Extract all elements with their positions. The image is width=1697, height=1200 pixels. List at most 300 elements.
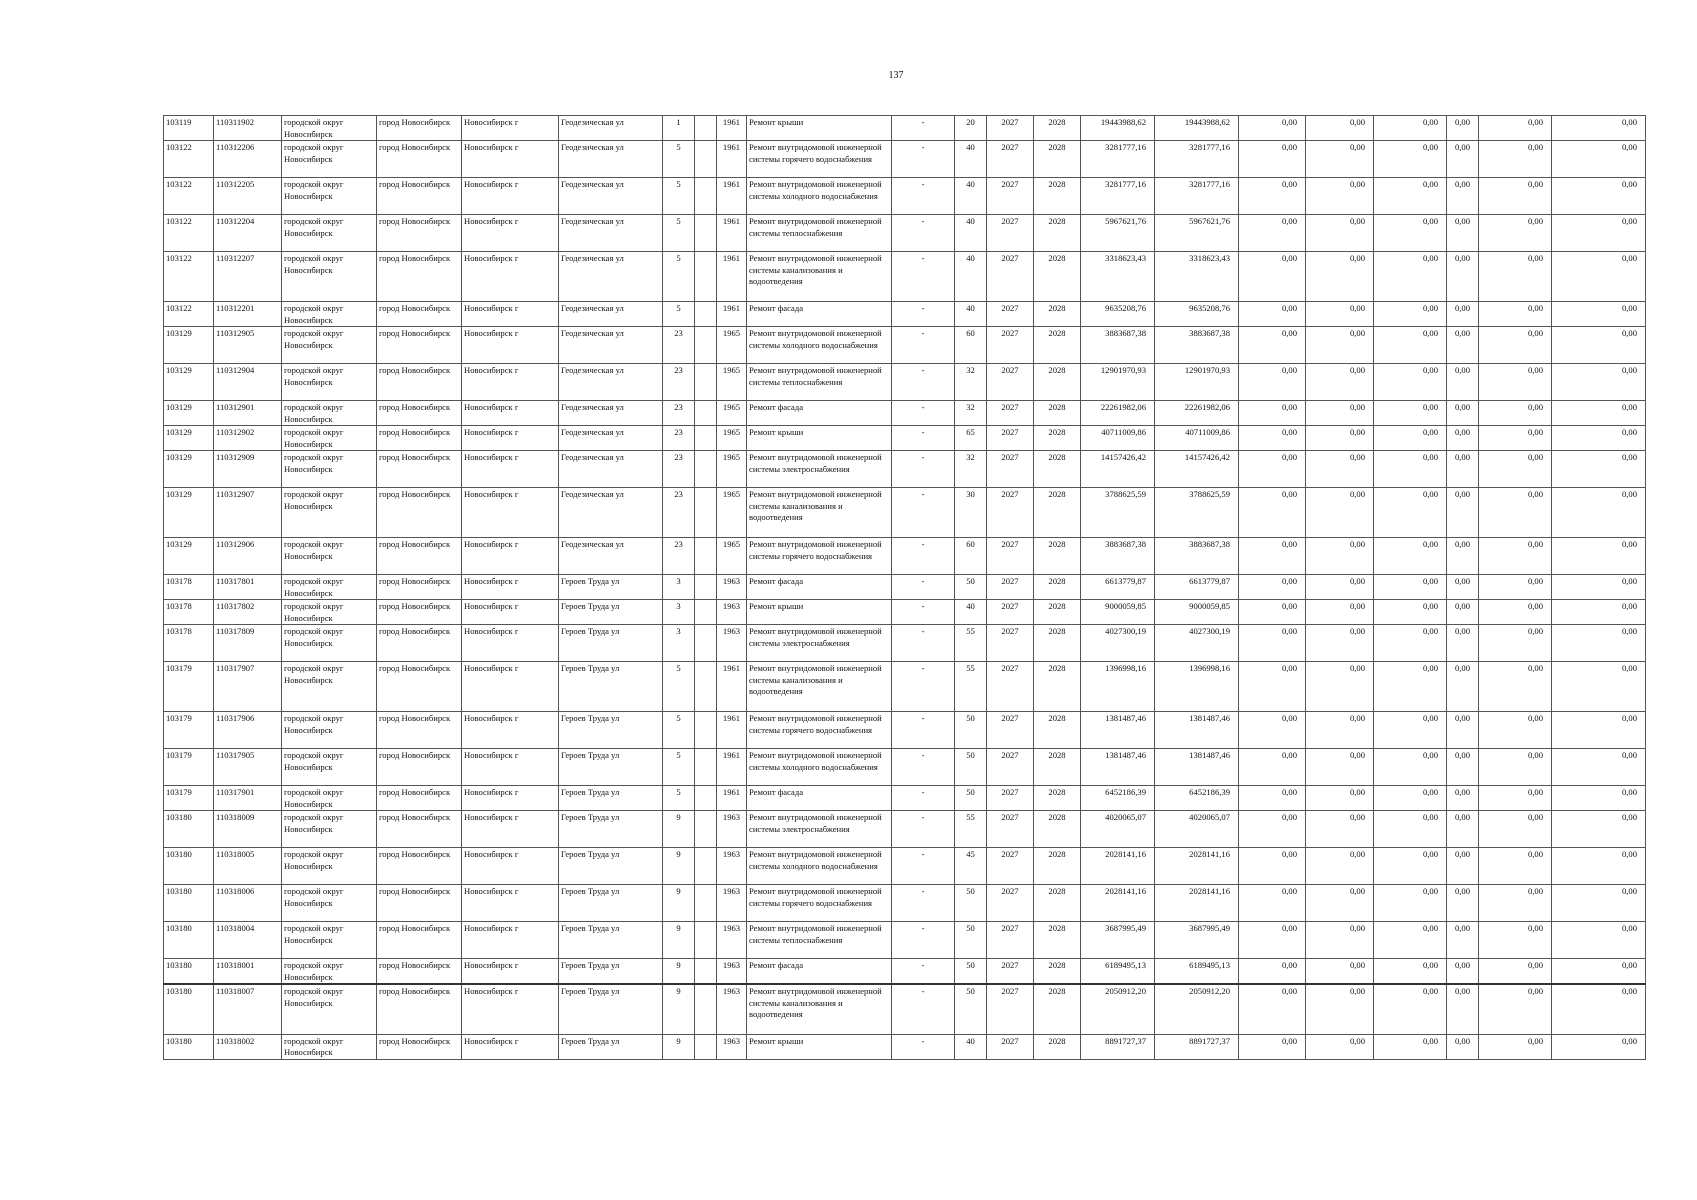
cell-year-end: 2028 — [1034, 625, 1081, 662]
cell-cost-fund: 3281777,16 — [1155, 141, 1239, 178]
cell-house-id: 103119 — [164, 116, 214, 141]
cell-street: Героев Труда ул — [559, 662, 663, 712]
cell-street: Героев Труда ул — [559, 848, 663, 885]
table-row — [164, 252, 1646, 302]
cell-building — [695, 811, 717, 848]
cell-building — [695, 625, 717, 662]
cell-settlement: город Новосибирск — [377, 712, 462, 749]
cell-house-id: 103122 — [164, 215, 214, 252]
cell-cost-local: 0,00 — [1374, 451, 1447, 488]
cell-cost-other: 0,00 — [1447, 178, 1479, 215]
cell-street: Геодезическая ул — [559, 401, 663, 426]
cell-total-cost: 1381487,46 — [1081, 749, 1155, 786]
cell-street: Героев Труда ул — [559, 811, 663, 848]
cell-house-id: 103178 — [164, 625, 214, 662]
cell-cost-extra: 0,00 — [1552, 786, 1646, 811]
cell-district: городской округ Новосибирск — [282, 426, 377, 451]
cell-house-number: 23 — [663, 327, 695, 364]
cell-year-built: 1961 — [717, 712, 747, 749]
cell-cost-regional: 0,00 — [1306, 885, 1374, 922]
cell-settlement: город Новосибирск — [377, 364, 462, 401]
cell-cost-fund: 8891727,37 — [1155, 1034, 1239, 1059]
cell-wear-percent: 55 — [955, 811, 987, 848]
cell-total-cost: 3883687,38 — [1081, 538, 1155, 575]
cell-cost-federal: 0,00 — [1239, 575, 1306, 600]
cell-cost-local: 0,00 — [1374, 922, 1447, 959]
cell-unit: - — [892, 712, 955, 749]
cell-wear-percent: 40 — [955, 215, 987, 252]
cell-house-id: 103178 — [164, 600, 214, 625]
cell-cost-federal: 0,00 — [1239, 848, 1306, 885]
cell-year-start: 2027 — [987, 426, 1034, 451]
cell-house-id: 103180 — [164, 922, 214, 959]
cell-total-cost: 3883687,38 — [1081, 327, 1155, 364]
cell-cost-other: 0,00 — [1447, 1034, 1479, 1059]
cell-work-id: 110318004 — [214, 922, 282, 959]
cell-street: Геодезическая ул — [559, 364, 663, 401]
cell-year-start: 2027 — [987, 451, 1034, 488]
cell-cost-owners: 0,00 — [1479, 749, 1552, 786]
cell-district: городской округ Новосибирск — [282, 811, 377, 848]
cell-cost-owners: 0,00 — [1479, 302, 1552, 327]
cell-work-id: 110317906 — [214, 712, 282, 749]
cell-year-built: 1963 — [717, 625, 747, 662]
cell-total-cost: 1396998,16 — [1081, 662, 1155, 712]
cell-cost-regional: 0,00 — [1306, 451, 1374, 488]
cell-cost-federal: 0,00 — [1239, 538, 1306, 575]
cell-cost-fund: 1381487,46 — [1155, 712, 1239, 749]
cell-year-end: 2028 — [1034, 364, 1081, 401]
cell-district: городской округ Новосибирск — [282, 749, 377, 786]
cell-house-id: 103180 — [164, 848, 214, 885]
cell-district: городской округ Новосибирск — [282, 401, 377, 426]
cell-settlement: город Новосибирск — [377, 451, 462, 488]
cell-work-type: Ремонт внутридомовой инженерной системы канализования и водоотведения — [747, 488, 892, 538]
cell-cost-extra: 0,00 — [1552, 538, 1646, 575]
cell-house-id: 103180 — [164, 811, 214, 848]
cell-district: городской округ Новосибирск — [282, 959, 377, 985]
cell-house-id: 103122 — [164, 302, 214, 327]
cell-cost-federal: 0,00 — [1239, 327, 1306, 364]
cell-cost-owners: 0,00 — [1479, 885, 1552, 922]
cell-work-type: Ремонт внутридомовой инженерной системы электроснабжения — [747, 625, 892, 662]
cell-cost-extra: 0,00 — [1552, 885, 1646, 922]
cell-district: городской округ Новосибирск — [282, 215, 377, 252]
cell-year-start: 2027 — [987, 215, 1034, 252]
cell-year-end: 2028 — [1034, 302, 1081, 327]
cell-unit: - — [892, 749, 955, 786]
cell-work-id: 110312905 — [214, 327, 282, 364]
cell-wear-percent: 32 — [955, 451, 987, 488]
cell-house-id: 103129 — [164, 488, 214, 538]
cell-wear-percent: 50 — [955, 885, 987, 922]
cell-city: Новосибирск г — [462, 538, 559, 575]
table-row — [164, 600, 1646, 625]
cell-cost-extra: 0,00 — [1552, 575, 1646, 600]
cell-cost-other: 0,00 — [1447, 984, 1479, 1034]
cell-cost-local: 0,00 — [1374, 141, 1447, 178]
cell-cost-fund: 9635208,76 — [1155, 302, 1239, 327]
table-row — [164, 141, 1646, 178]
cell-cost-regional: 0,00 — [1306, 401, 1374, 426]
cell-cost-extra: 0,00 — [1552, 401, 1646, 426]
cell-cost-local: 0,00 — [1374, 625, 1447, 662]
cell-cost-federal: 0,00 — [1239, 712, 1306, 749]
cell-work-id: 110312205 — [214, 178, 282, 215]
cell-district: городской округ Новосибирск — [282, 984, 377, 1034]
cell-year-built: 1965 — [717, 327, 747, 364]
cell-cost-federal: 0,00 — [1239, 116, 1306, 141]
cell-year-end: 2028 — [1034, 252, 1081, 302]
cell-work-id: 110318009 — [214, 811, 282, 848]
cell-cost-local: 0,00 — [1374, 1034, 1447, 1059]
cell-total-cost: 6189495,13 — [1081, 959, 1155, 985]
cell-year-end: 2028 — [1034, 600, 1081, 625]
cell-cost-federal: 0,00 — [1239, 302, 1306, 327]
cell-city: Новосибирск г — [462, 451, 559, 488]
cell-city: Новосибирск г — [462, 885, 559, 922]
cell-cost-extra: 0,00 — [1552, 749, 1646, 786]
cell-year-start: 2027 — [987, 401, 1034, 426]
cell-cost-owners: 0,00 — [1479, 116, 1552, 141]
cell-year-end: 2028 — [1034, 401, 1081, 426]
cell-year-start: 2027 — [987, 364, 1034, 401]
cell-cost-extra: 0,00 — [1552, 252, 1646, 302]
cell-year-built: 1961 — [717, 116, 747, 141]
cell-year-start: 2027 — [987, 848, 1034, 885]
cell-settlement: город Новосибирск — [377, 141, 462, 178]
cell-cost-local: 0,00 — [1374, 488, 1447, 538]
cell-district: городской округ Новосибирск — [282, 538, 377, 575]
cell-street: Геодезическая ул — [559, 302, 663, 327]
cell-street: Героев Труда ул — [559, 749, 663, 786]
table-row — [164, 327, 1646, 364]
cell-street: Геодезическая ул — [559, 327, 663, 364]
cell-cost-regional: 0,00 — [1306, 488, 1374, 538]
cell-settlement: город Новосибирск — [377, 116, 462, 141]
cell-house-number: 23 — [663, 364, 695, 401]
cell-unit: - — [892, 116, 955, 141]
cell-cost-other: 0,00 — [1447, 215, 1479, 252]
cell-total-cost: 3687995,49 — [1081, 922, 1155, 959]
cell-street: Геодезическая ул — [559, 141, 663, 178]
cell-work-type: Ремонт внутридомовой инженерной системы канализования и водоотведения — [747, 662, 892, 712]
cell-cost-other: 0,00 — [1447, 625, 1479, 662]
cell-year-start: 2027 — [987, 625, 1034, 662]
cell-cost-regional: 0,00 — [1306, 984, 1374, 1034]
cell-unit: - — [892, 786, 955, 811]
cell-cost-local: 0,00 — [1374, 116, 1447, 141]
table-row — [164, 426, 1646, 451]
cell-year-built: 1965 — [717, 488, 747, 538]
cell-year-end: 2028 — [1034, 575, 1081, 600]
cell-wear-percent: 45 — [955, 848, 987, 885]
cell-house-id: 103129 — [164, 426, 214, 451]
cell-city: Новосибирск г — [462, 786, 559, 811]
cell-year-built: 1961 — [717, 252, 747, 302]
table-row — [164, 364, 1646, 401]
cell-building — [695, 575, 717, 600]
cell-house-number: 3 — [663, 625, 695, 662]
cell-work-id: 110312201 — [214, 302, 282, 327]
cell-year-start: 2027 — [987, 600, 1034, 625]
cell-unit: - — [892, 401, 955, 426]
cell-work-id: 110312909 — [214, 451, 282, 488]
cell-cost-regional: 0,00 — [1306, 116, 1374, 141]
cell-cost-fund: 3318623,43 — [1155, 252, 1239, 302]
cell-work-type: Ремонт фасада — [747, 302, 892, 327]
cell-cost-owners: 0,00 — [1479, 538, 1552, 575]
cell-work-type: Ремонт внутридомовой инженерной системы холодного водоснабжения — [747, 848, 892, 885]
cell-house-number: 9 — [663, 959, 695, 985]
cell-cost-regional: 0,00 — [1306, 786, 1374, 811]
cell-house-id: 103178 — [164, 575, 214, 600]
cell-building — [695, 116, 717, 141]
cell-street: Героев Труда ул — [559, 885, 663, 922]
cell-year-built: 1961 — [717, 662, 747, 712]
cell-year-start: 2027 — [987, 302, 1034, 327]
cell-cost-local: 0,00 — [1374, 327, 1447, 364]
cell-work-id: 110312907 — [214, 488, 282, 538]
cell-wear-percent: 50 — [955, 575, 987, 600]
cell-building — [695, 848, 717, 885]
cell-house-number: 9 — [663, 922, 695, 959]
cell-district: городской округ Новосибирск — [282, 575, 377, 600]
cell-cost-extra: 0,00 — [1552, 215, 1646, 252]
cell-year-built: 1965 — [717, 451, 747, 488]
cell-wear-percent: 40 — [955, 252, 987, 302]
cell-cost-federal: 0,00 — [1239, 401, 1306, 426]
cell-year-built: 1963 — [717, 848, 747, 885]
cell-wear-percent: 60 — [955, 327, 987, 364]
cell-work-type: Ремонт внутридомовой инженерной системы канализования и водоотведения — [747, 984, 892, 1034]
cell-cost-extra: 0,00 — [1552, 488, 1646, 538]
cell-street: Геодезическая ул — [559, 215, 663, 252]
cell-total-cost: 1381487,46 — [1081, 712, 1155, 749]
cell-cost-fund: 9000059,85 — [1155, 600, 1239, 625]
cell-cost-local: 0,00 — [1374, 811, 1447, 848]
cell-street: Героев Труда ул — [559, 625, 663, 662]
cell-settlement: город Новосибирск — [377, 625, 462, 662]
cell-street: Героев Труда ул — [559, 712, 663, 749]
cell-work-id: 110317901 — [214, 786, 282, 811]
cell-wear-percent: 40 — [955, 600, 987, 625]
cell-house-number: 3 — [663, 600, 695, 625]
cell-cost-local: 0,00 — [1374, 178, 1447, 215]
cell-city: Новосибирск г — [462, 749, 559, 786]
cell-year-built: 1961 — [717, 786, 747, 811]
cell-year-end: 2028 — [1034, 848, 1081, 885]
cell-work-type: Ремонт внутридомовой инженерной системы горячего водоснабжения — [747, 712, 892, 749]
cell-house-number: 23 — [663, 488, 695, 538]
cell-house-number: 3 — [663, 575, 695, 600]
cell-cost-other: 0,00 — [1447, 922, 1479, 959]
cell-year-start: 2027 — [987, 786, 1034, 811]
cell-cost-regional: 0,00 — [1306, 252, 1374, 302]
cell-street: Геодезическая ул — [559, 488, 663, 538]
cell-year-built: 1965 — [717, 364, 747, 401]
cell-work-type: Ремонт внутридомовой инженерной системы холодного водоснабжения — [747, 327, 892, 364]
cell-total-cost: 6613779,87 — [1081, 575, 1155, 600]
cell-work-id: 110318001 — [214, 959, 282, 985]
cell-city: Новосибирск г — [462, 984, 559, 1034]
capital-repair-table — [163, 115, 1646, 1060]
cell-cost-other: 0,00 — [1447, 116, 1479, 141]
cell-cost-extra: 0,00 — [1552, 848, 1646, 885]
cell-year-built: 1961 — [717, 141, 747, 178]
cell-cost-owners: 0,00 — [1479, 327, 1552, 364]
cell-house-number: 23 — [663, 426, 695, 451]
cell-building — [695, 922, 717, 959]
cell-wear-percent: 32 — [955, 364, 987, 401]
cell-wear-percent: 32 — [955, 401, 987, 426]
cell-cost-regional: 0,00 — [1306, 811, 1374, 848]
cell-year-end: 2028 — [1034, 178, 1081, 215]
cell-cost-federal: 0,00 — [1239, 178, 1306, 215]
cell-house-id: 103129 — [164, 451, 214, 488]
cell-cost-extra: 0,00 — [1552, 712, 1646, 749]
cell-city: Новосибирск г — [462, 811, 559, 848]
cell-house-number: 5 — [663, 786, 695, 811]
cell-cost-regional: 0,00 — [1306, 922, 1374, 959]
cell-year-end: 2028 — [1034, 116, 1081, 141]
cell-cost-federal: 0,00 — [1239, 451, 1306, 488]
table-row — [164, 116, 1646, 141]
cell-wear-percent: 40 — [955, 1034, 987, 1059]
cell-year-built: 1963 — [717, 984, 747, 1034]
table-body — [164, 116, 1646, 1060]
cell-cost-federal: 0,00 — [1239, 786, 1306, 811]
cell-building — [695, 984, 717, 1034]
cell-unit: - — [892, 252, 955, 302]
cell-cost-local: 0,00 — [1374, 885, 1447, 922]
cell-city: Новосибирск г — [462, 922, 559, 959]
cell-work-id: 110312204 — [214, 215, 282, 252]
cell-house-id: 103179 — [164, 786, 214, 811]
table-row — [164, 811, 1646, 848]
cell-work-type: Ремонт внутридомовой инженерной системы горячего водоснабжения — [747, 141, 892, 178]
cell-wear-percent: 50 — [955, 922, 987, 959]
cell-cost-local: 0,00 — [1374, 364, 1447, 401]
cell-total-cost: 19443988,62 — [1081, 116, 1155, 141]
cell-house-number: 5 — [663, 215, 695, 252]
cell-cost-owners: 0,00 — [1479, 712, 1552, 749]
page-number: 137 — [888, 70, 904, 81]
cell-cost-fund: 40711009,86 — [1155, 426, 1239, 451]
cell-year-end: 2028 — [1034, 327, 1081, 364]
cell-house-number: 5 — [663, 141, 695, 178]
cell-work-type: Ремонт внутридомовой инженерной системы канализования и водоотведения — [747, 252, 892, 302]
cell-total-cost: 40711009,86 — [1081, 426, 1155, 451]
cell-settlement: город Новосибирск — [377, 959, 462, 985]
cell-year-end: 2028 — [1034, 811, 1081, 848]
cell-cost-owners: 0,00 — [1479, 252, 1552, 302]
cell-year-start: 2027 — [987, 116, 1034, 141]
cell-cost-federal: 0,00 — [1239, 252, 1306, 302]
cell-building — [695, 426, 717, 451]
cell-work-type: Ремонт крыши — [747, 116, 892, 141]
cell-year-built: 1963 — [717, 885, 747, 922]
cell-house-number: 23 — [663, 401, 695, 426]
cell-settlement: город Новосибирск — [377, 984, 462, 1034]
cell-work-id: 110318002 — [214, 1034, 282, 1059]
cell-cost-local: 0,00 — [1374, 749, 1447, 786]
cell-work-id: 110317802 — [214, 600, 282, 625]
cell-year-start: 2027 — [987, 538, 1034, 575]
cell-cost-fund: 6189495,13 — [1155, 959, 1239, 985]
cell-year-start: 2027 — [987, 488, 1034, 538]
cell-unit: - — [892, 600, 955, 625]
cell-year-built: 1963 — [717, 811, 747, 848]
cell-year-start: 2027 — [987, 749, 1034, 786]
cell-cost-extra: 0,00 — [1552, 426, 1646, 451]
cell-cost-federal: 0,00 — [1239, 141, 1306, 178]
cell-year-built: 1961 — [717, 215, 747, 252]
table-row — [164, 922, 1646, 959]
cell-cost-other: 0,00 — [1447, 600, 1479, 625]
cell-district: городской округ Новосибирск — [282, 786, 377, 811]
cell-city: Новосибирск г — [462, 959, 559, 985]
cell-year-end: 2028 — [1034, 1034, 1081, 1059]
cell-year-end: 2028 — [1034, 488, 1081, 538]
cell-district: городской округ Новосибирск — [282, 848, 377, 885]
cell-cost-federal: 0,00 — [1239, 662, 1306, 712]
cell-unit: - — [892, 922, 955, 959]
cell-house-number: 5 — [663, 662, 695, 712]
cell-cost-extra: 0,00 — [1552, 327, 1646, 364]
cell-cost-extra: 0,00 — [1552, 116, 1646, 141]
cell-cost-local: 0,00 — [1374, 538, 1447, 575]
table-row — [164, 885, 1646, 922]
cell-building — [695, 141, 717, 178]
cell-cost-regional: 0,00 — [1306, 625, 1374, 662]
cell-building — [695, 786, 717, 811]
cell-house-number: 9 — [663, 811, 695, 848]
cell-cost-owners: 0,00 — [1479, 922, 1552, 959]
cell-unit: - — [892, 811, 955, 848]
cell-total-cost: 4027300,19 — [1081, 625, 1155, 662]
cell-year-end: 2028 — [1034, 451, 1081, 488]
cell-house-number: 5 — [663, 749, 695, 786]
cell-cost-regional: 0,00 — [1306, 712, 1374, 749]
cell-cost-fund: 5967621,76 — [1155, 215, 1239, 252]
cell-wear-percent: 50 — [955, 712, 987, 749]
cell-settlement: город Новосибирск — [377, 811, 462, 848]
cell-unit: - — [892, 141, 955, 178]
cell-wear-percent: 65 — [955, 426, 987, 451]
cell-cost-owners: 0,00 — [1479, 401, 1552, 426]
cell-cost-extra: 0,00 — [1552, 178, 1646, 215]
cell-wear-percent: 55 — [955, 625, 987, 662]
cell-street: Героев Труда ул — [559, 922, 663, 959]
cell-cost-other: 0,00 — [1447, 885, 1479, 922]
cell-work-id: 110312902 — [214, 426, 282, 451]
cell-work-type: Ремонт внутридомовой инженерной системы горячего водоснабжения — [747, 885, 892, 922]
cell-cost-extra: 0,00 — [1552, 959, 1646, 985]
cell-settlement: город Новосибирск — [377, 426, 462, 451]
cell-cost-fund: 6452186,39 — [1155, 786, 1239, 811]
cell-year-start: 2027 — [987, 885, 1034, 922]
cell-unit: - — [892, 215, 955, 252]
cell-district: городской округ Новосибирск — [282, 141, 377, 178]
cell-cost-regional: 0,00 — [1306, 302, 1374, 327]
cell-city: Новосибирск г — [462, 662, 559, 712]
cell-settlement: город Новосибирск — [377, 178, 462, 215]
cell-street: Героев Труда ул — [559, 1034, 663, 1059]
cell-year-start: 2027 — [987, 811, 1034, 848]
cell-house-number: 23 — [663, 451, 695, 488]
cell-cost-federal: 0,00 — [1239, 749, 1306, 786]
